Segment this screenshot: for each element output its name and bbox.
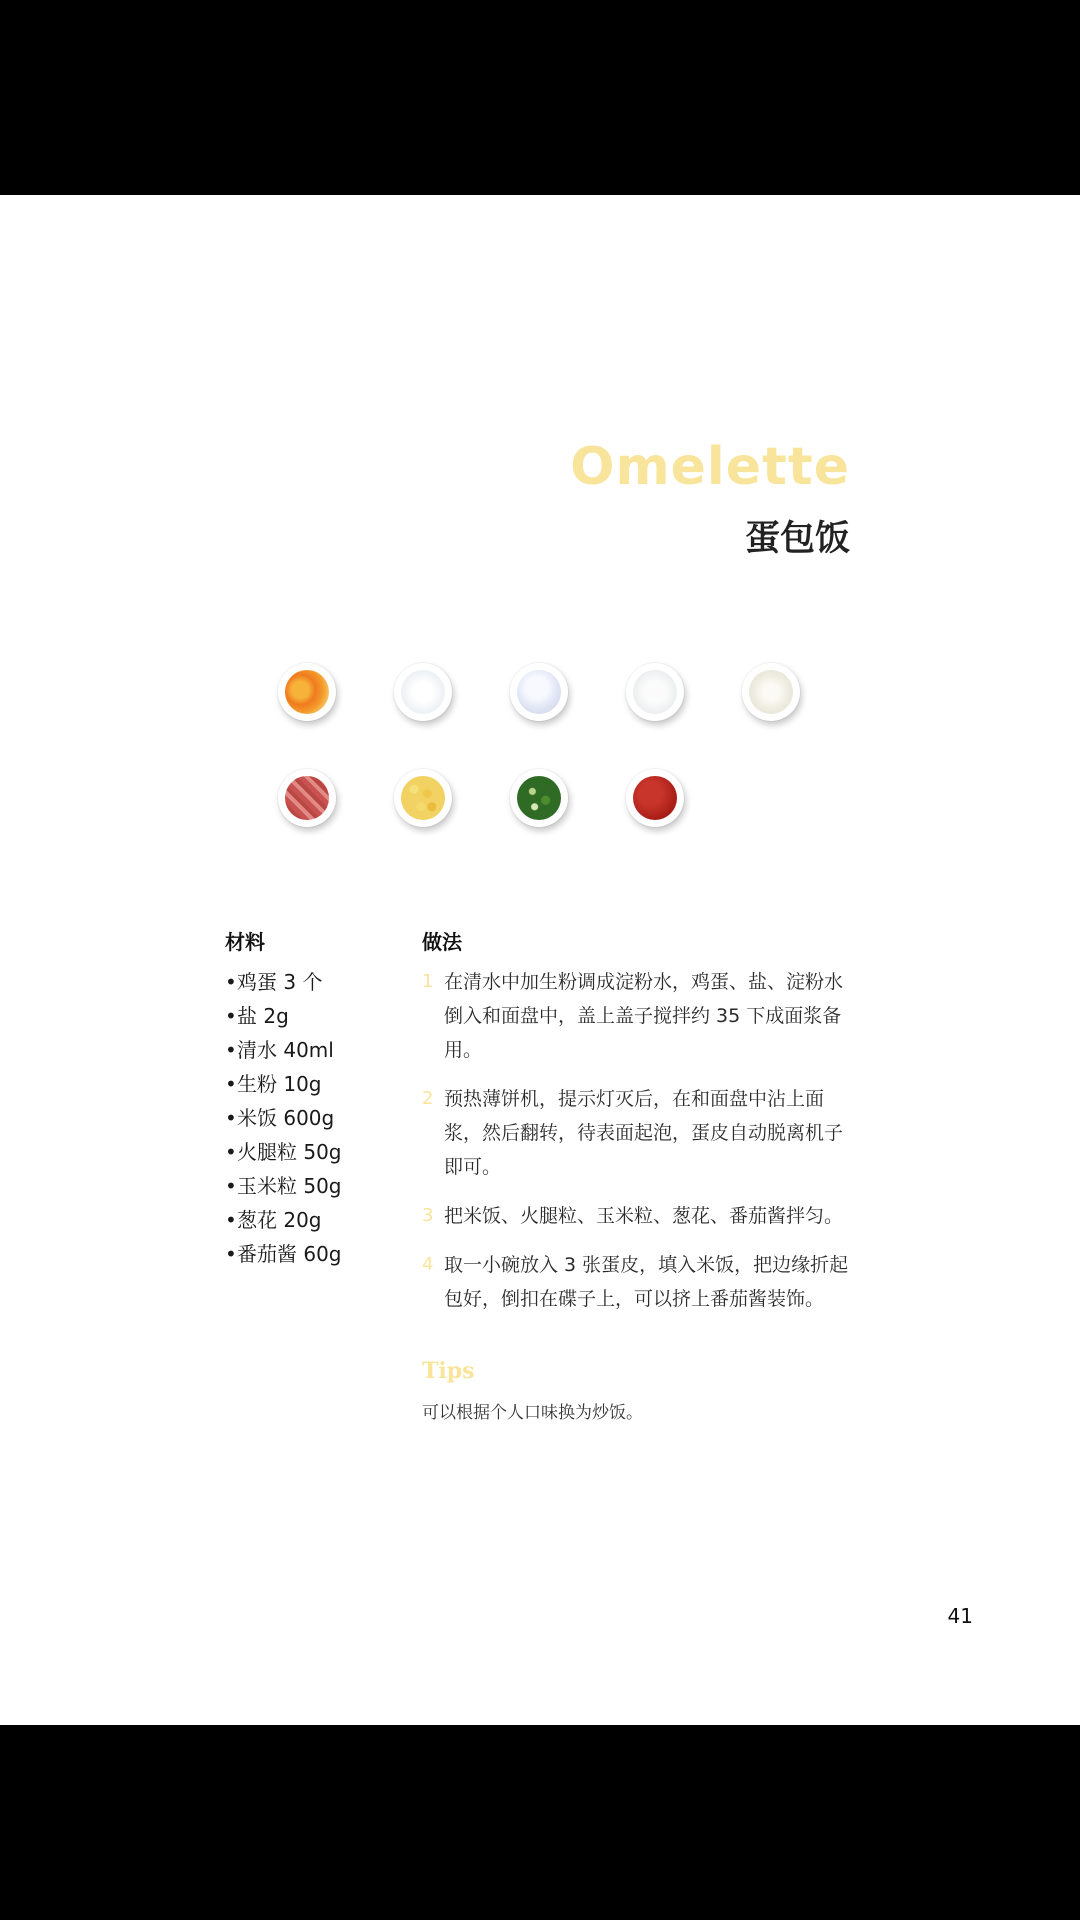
ingredient-item: • 生粉 10g (225, 1067, 342, 1101)
ingredient-item: • 清水 40ml (225, 1033, 342, 1067)
flour-bowl-icon (626, 663, 684, 721)
step-text: 取一小碗放入 3 张蛋皮，填入米饭，把边缘折起包好，倒扣在碟子上，可以挤上番茄酱装饰。 (444, 1254, 849, 1310)
materials-heading: 材料 (225, 930, 265, 954)
step-number: 1 (422, 971, 434, 992)
page-number: 41 (947, 1604, 973, 1628)
ketchup-bowl-icon (626, 769, 684, 827)
ingredient-item: • 鸡蛋 3 个 (225, 965, 342, 999)
ham-bowl-icon (278, 769, 336, 827)
tips-heading: Tips (422, 1358, 475, 1384)
method-step (422, 1082, 852, 1184)
recipe-page (0, 195, 1080, 1725)
recipe-title-english: Omelette (570, 437, 850, 497)
ingredient-item: • 盐 2g (225, 999, 342, 1033)
method-heading: 做法 (422, 930, 462, 954)
tips-text: 可以根据个人口味换为炒饭。 (422, 1403, 643, 1423)
step-text: 在清水中加生粉调成淀粉水，鸡蛋、盐、淀粉水倒入和面盘中，盖上盖子搅拌约 35 下成面浆备用。 (444, 971, 844, 1061)
step-text: 预热薄饼机，提示灯灭后，在和面盘中沾上面浆，然后翻转，待表面起泡，蛋皮自动脱离机子即可。 (444, 1088, 844, 1178)
method-step (422, 1199, 852, 1233)
rice-bowl-icon (742, 663, 800, 721)
ingredient-photos (0, 195, 1080, 1725)
corn-bowl-icon (394, 769, 452, 827)
method-step (422, 1248, 852, 1316)
step-number: 4 (422, 1254, 434, 1275)
scallion-bowl-icon (510, 769, 568, 827)
ingredient-item: • 番茄酱 60g (225, 1237, 342, 1271)
salt-bowl-icon (394, 663, 452, 721)
ingredient-item: • 火腿粒 50g (225, 1135, 342, 1169)
ingredient-item: • 米饭 600g (225, 1101, 342, 1135)
ingredients-list (225, 965, 342, 1271)
water-bowl-icon (510, 663, 568, 721)
method-steps (422, 965, 852, 1331)
ingredient-item: • 葱花 20g (225, 1203, 342, 1237)
ingredient-item: • 玉米粒 50g (225, 1169, 342, 1203)
method-step (422, 965, 852, 1067)
step-number: 2 (422, 1088, 434, 1109)
step-number: 3 (422, 1205, 434, 1226)
egg-bowl-icon (278, 663, 336, 721)
recipe-title-chinese: 蛋包饭 (744, 519, 850, 559)
step-text: 把米饭、火腿粒、玉米粒、葱花、番茄酱拌匀。 (444, 1205, 844, 1227)
